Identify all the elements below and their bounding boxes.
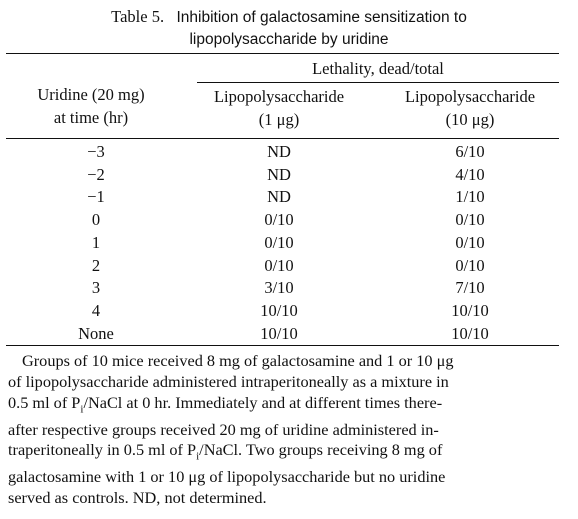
table-row <box>6 255 559 278</box>
footnote-line: Groups of 10 mice received 8 mg of galactosamine and 1 or 10 μg <box>22 351 454 370</box>
header-lps-10ug-line-1: Lipopolysaccharide <box>404 87 536 106</box>
header-bottom-rule <box>6 138 559 139</box>
cell-time: 4 <box>91 300 101 320</box>
cell-time: −3 <box>87 142 105 161</box>
cell-lps-10ug: 6/10 <box>455 142 485 161</box>
table-row <box>6 141 559 164</box>
footnote-text: /NaCl. Two groups receiving 8 mg of <box>199 440 443 460</box>
header-uridine-line-1: Uridine (20 mg) <box>37 85 145 104</box>
header-group-rule <box>197 82 559 83</box>
cell-lps-1ug: 0/10 <box>264 255 294 275</box>
footnote-subscript: i <box>196 450 200 463</box>
cell-time: 1 <box>91 232 101 252</box>
caption-line-1 <box>0 6 578 28</box>
cell-lps-10ug: 1/10 <box>455 187 485 207</box>
caption-line-2 <box>0 28 578 50</box>
cell-lps-10ug: 4/10 <box>455 164 485 184</box>
cell-time: −2 <box>87 164 105 184</box>
table-top-rule <box>6 53 559 54</box>
table-row <box>6 300 559 323</box>
cell-time: −1 <box>87 187 105 207</box>
table-row <box>6 186 559 209</box>
cell-lps-10ug: 0/10 <box>455 232 485 252</box>
table-title-line-1: Inhibition of galactosamine sensitization to <box>176 9 467 26</box>
cell-lps-1ug: ND <box>267 187 291 207</box>
footnote-line <box>8 440 560 467</box>
table-row <box>6 232 559 255</box>
cell-lps-10ug: 0/10 <box>455 255 485 275</box>
cell-lps-1ug: 10/10 <box>260 323 298 343</box>
table-title-line-2: lipopolysaccharide by uridine <box>189 31 389 48</box>
header-lps-1ug-line-1: Lipopolysaccharide <box>213 87 345 106</box>
footnote-subscript: i <box>80 402 84 415</box>
cell-lps-1ug: 10/10 <box>260 300 298 320</box>
cell-time: 3 <box>91 278 101 298</box>
table-row <box>6 209 559 232</box>
cell-lps-1ug: 0/10 <box>264 232 294 252</box>
cell-lps-10ug: 0/10 <box>455 210 485 230</box>
cell-lps-1ug: 0/10 <box>264 210 294 230</box>
footnote-line: galactosamine with 1 or 10 μg of lipopolysaccharide but no uridine <box>8 467 446 487</box>
footnote-text: traperitoneally in 0.5 ml of P <box>8 440 197 460</box>
header-lps-1ug-line-2: (1 μg) <box>258 110 300 129</box>
footnote-line: of lipopolysaccharide administered intraperitoneally as a mixture in <box>8 371 449 391</box>
cell-lps-10ug: 10/10 <box>451 323 489 343</box>
cell-lps-10ug: 10/10 <box>451 300 489 320</box>
cell-time: 2 <box>91 255 101 275</box>
cell-lps-10ug: 7/10 <box>455 278 485 298</box>
footnote-line: served as controls. ND, not determined. <box>8 488 267 508</box>
cell-lps-1ug: ND <box>267 164 291 184</box>
cell-lps-1ug: ND <box>267 142 291 161</box>
footnote-text: /NaCl at 0 hr. Immediately and at different times there- <box>83 392 443 412</box>
header-lethality-group: Lethality, dead/total <box>312 59 444 78</box>
footnote-text: 0.5 ml of P <box>8 392 81 412</box>
header-lps-10ug-line-2: (10 μg) <box>445 110 495 129</box>
cell-lps-1ug: 3/10 <box>264 278 294 298</box>
table-caption <box>0 6 578 50</box>
table-footnote <box>8 351 560 509</box>
table-label: Table 5. <box>111 7 165 26</box>
table-row <box>6 323 559 346</box>
table-row <box>6 164 559 187</box>
table-bottom-rule <box>6 345 559 346</box>
footnote-line <box>8 393 560 420</box>
cell-time: None <box>78 323 114 343</box>
cell-time: 0 <box>91 210 101 230</box>
header-uridine-line-2: at time (hr) <box>53 108 129 127</box>
footnote-line: after respective groups received 20 mg of uridine administered in- <box>8 419 439 439</box>
table-row <box>6 277 559 300</box>
